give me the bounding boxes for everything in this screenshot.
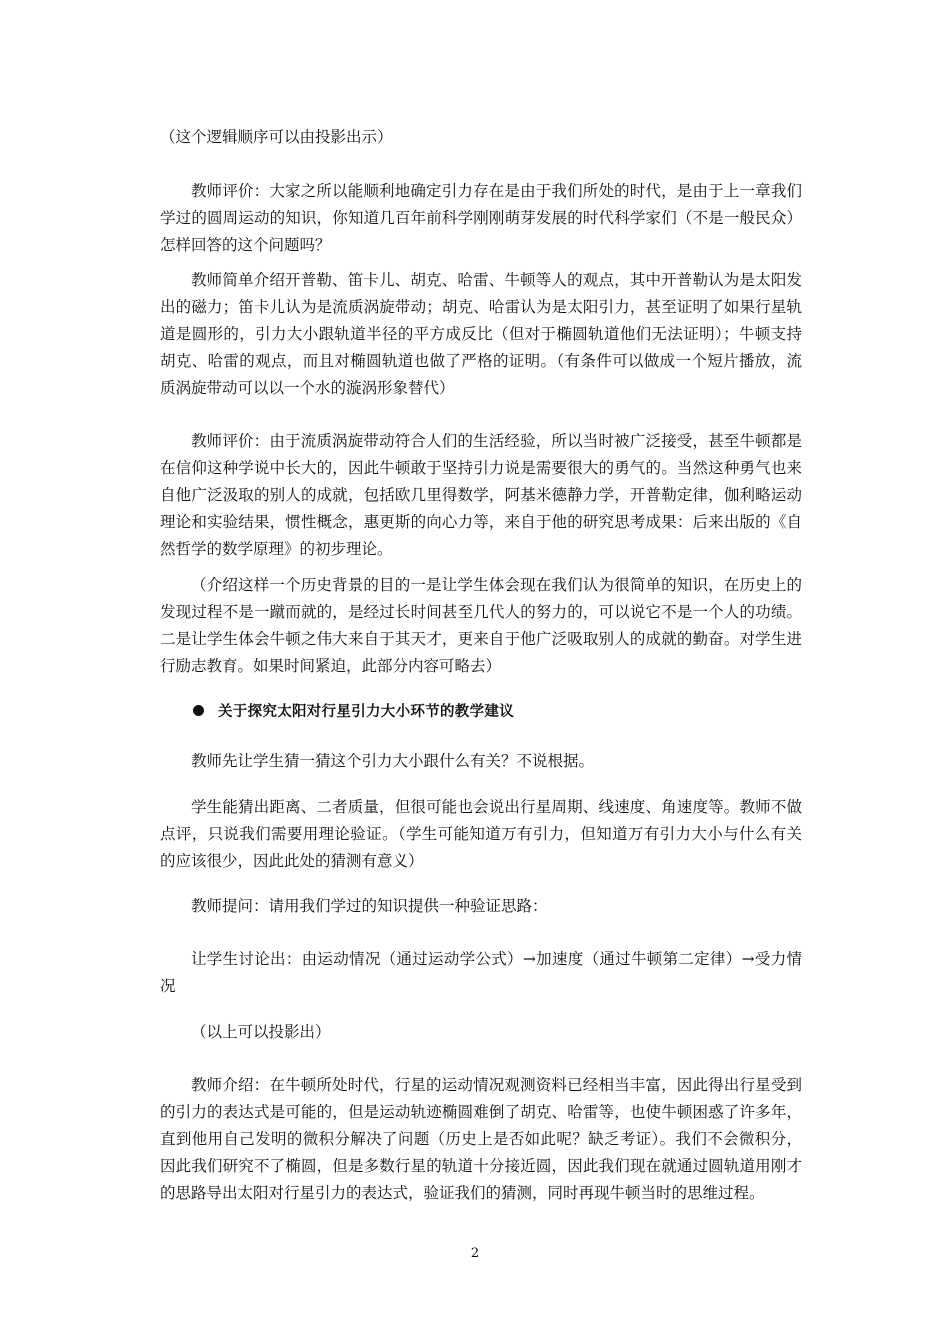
paragraph-background-purpose: （介绍这样一个历史背景的目的一是让学生体会现在我们认为很简单的知识，在历史上的发现过程不是一蹴而就的，是经过长时间甚至几代人的努力的，可以说它不是一个人的功绩。二是让学生体会牛顿之伟大来自于其天才，更来自于他广泛吸取别人的成就的勤奋。对学生进行励志教育。如果时间紧迫，此部分内容可略去） xyxy=(160,576,802,675)
paragraph-student-discussion: 让学生讨论出：由运动情况（通过运动学公式）→加速度（通过牛顿第二定律）→受力情况 xyxy=(160,950,802,995)
page-number: 2 xyxy=(470,1246,480,1261)
paragraph-historical-views: 教师简单介绍开普勒、笛卡儿、胡克、哈雷、牛顿等人的观点，其中开普勒认为是太阳发出的磁力；笛卡儿认为是流质涡旋带动；胡克、哈雷认为是太阳引力，甚至证明了如果行星轨道是圆形的，引力大小跟轨道半径的平方成反比（但对于椭圆轨道他们无法证明）；牛顿支持胡克、哈雷的观点，而且对椭圆轨道也做了严格的证明。（有条件可以做成一个短片播放，流质涡旋带动可以以一个水的漩涡形象替代） xyxy=(160,271,802,397)
paragraph-teacher-evaluation-1: 教师评价：大家之所以能顺利地确定引力存在是由于我们所处的时代，是由于上一章我们学过的圆周运动的知识，你知道几百年前科学刚刚萌芽发展的时代科学家们（不是一般民众）怎样回答的这个问题吗？ xyxy=(160,182,802,254)
paragraph-teacher-guess: 教师先让学生猜一猜这个引力大小跟什么有关？不说根据。 xyxy=(191,752,595,770)
paragraph-projection-note: （这个逻辑顺序可以由投影出示） xyxy=(160,128,393,146)
section-heading-row xyxy=(193,697,514,724)
paragraph-teacher-question: 教师提问：请用我们学过的知识提供一种验证思路： xyxy=(191,897,548,915)
section-heading: 关于探究太阳对行星引力大小环节的教学建议 xyxy=(218,704,514,720)
bullet-icon xyxy=(193,705,204,716)
paragraph-student-guess: 学生能猜出距离、二者质量，但很可能也会说出行星周期、线速度、角速度等。教师不做点评，只说我们需要用理论验证。（学生可能知道万有引力，但知道万有引力大小与什么有关的应该很少，因此此处的猜测有意义） xyxy=(160,798,802,870)
paragraph-teacher-introduction: 教师介绍：在牛顿所处时代，行星的运动情况观测资料已经相当丰富，因此得出行星受到的引力的表达式是可能的，但是运动轨迹椭圆难倒了胡克、哈雷等，也使牛顿困惑了许多年，直到他用自己发明的微积分解决了问题（历史上是否如此呢？缺乏考证）。我们不会微积分，因此我们研究不了椭圆，但是多数行星的轨道十分接近圆，因此我们现在就通过圆轨道用刚才的思路导出太阳对行星引力的表达式，验证我们的猜测，同时再现牛顿当时的思维过程。 xyxy=(160,1076,802,1202)
paragraph-projection-note-2: （以上可以投影出） xyxy=(191,1023,331,1041)
paragraph-teacher-evaluation-2: 教师评价：由于流质涡旋带动符合人们的生活经验，所以当时被广泛接受，甚至牛顿都是在信仰这种学说中长大的，因此牛顿敢于坚持引力说是需要很大的勇气的。当然这种勇气也来自他广泛汲取的别人的成就，包括欧几里得数学，阿基米德静力学，开普勒定律，伽利略运动理论和实验结果，惯性概念，惠更斯的向心力等，来自于他的研究思考成果：后来出版的《自然哲学的数学原理》的初步理论。 xyxy=(160,432,802,558)
